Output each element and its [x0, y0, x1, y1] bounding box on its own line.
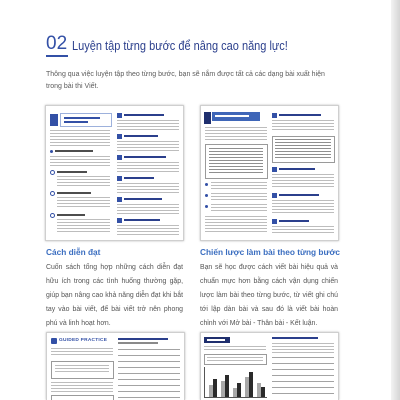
chart-bar: [261, 387, 265, 397]
text-block: [209, 148, 263, 175]
column-heading-line: [118, 338, 168, 340]
item-marker-icon: [117, 197, 122, 202]
feature-heading-expressions: Cách diễn đạt: [46, 247, 101, 257]
subheading-line: [55, 150, 93, 152]
step-heading-line: [279, 168, 315, 170]
section-number: 02: [46, 33, 68, 57]
number-icon: [50, 191, 55, 196]
unit-title-box: [60, 113, 112, 127]
text-block: [272, 343, 334, 353]
bullet-icon: [205, 194, 208, 197]
text-block: [117, 204, 179, 214]
writing-lines: [118, 349, 180, 400]
text-block: [117, 183, 179, 193]
item-marker-icon: [117, 155, 122, 160]
column-heading-line: [272, 337, 318, 339]
text-line: [215, 115, 249, 117]
text-block: [205, 127, 267, 140]
item-heading-line: [124, 135, 158, 137]
item-heading-line: [124, 156, 166, 158]
chapter-tab: [204, 112, 211, 124]
page-preview-guided-practice: [46, 332, 185, 400]
text-block: [272, 200, 334, 215]
item-marker-icon: [117, 113, 122, 118]
text-block: [57, 197, 110, 209]
text-block: [207, 357, 263, 362]
bar-chart-figure: [204, 367, 267, 398]
text-line: [64, 121, 88, 123]
step-heading-line: [279, 220, 309, 222]
intro-paragraph: Thông qua việc luyện tập theo từng bước, bạn sẽ nắm được tất cả các dạng bài xuất hiện trong bài thi Viết.: [46, 71, 325, 90]
chart-bar: [237, 383, 241, 397]
item-heading-line: [124, 114, 164, 116]
feature-heading-strategies: Chiến lược làm bài theo từng bước: [200, 247, 340, 257]
text-block: [117, 162, 179, 172]
page-preview-writing: [200, 332, 339, 400]
section-title: Luyện tập từng bước để nâng cao năng lực!: [72, 39, 288, 53]
sample-answer-box: [205, 144, 268, 179]
step-marker-icon: [272, 113, 277, 118]
text-block: [272, 120, 334, 132]
text-block: [211, 182, 267, 190]
text-block: [205, 216, 267, 232]
item-heading-line: [124, 198, 162, 200]
text-block: [117, 141, 179, 151]
item-heading-line: [124, 219, 160, 221]
step-heading-line: [279, 194, 319, 196]
exercise-box: [51, 361, 114, 379]
step-heading-line: [279, 114, 321, 116]
writing-lines: [272, 357, 334, 399]
text-block: [50, 156, 110, 166]
text-block: [50, 130, 110, 146]
text-block: [272, 226, 334, 235]
text-block: [51, 382, 113, 392]
number-icon: [50, 213, 55, 218]
exercise-box: [51, 395, 114, 400]
outline-table: [272, 136, 335, 163]
page-preview-strategies: [200, 105, 339, 241]
chapter-tab: [50, 114, 58, 126]
number-icon: [50, 170, 55, 175]
item-marker-icon: [117, 176, 122, 181]
step-marker-icon: [272, 193, 277, 198]
subheading-line: [57, 171, 87, 173]
chart-bar: [249, 372, 253, 397]
text-block: [57, 219, 110, 232]
step-marker-icon: [272, 167, 277, 172]
text-block: [204, 346, 266, 352]
feature-body-strategies: Bạn sẽ học được cách viết bài hiệu quả và chuẩn mực hơn bằng cách vận dụng chiến lược làm bài theo từng bước, từ viết ghi chú tới lập dàn bài và sau đó là viết bài hoàn chỉnh với Mở bài - Thân bài - Kết luận.: [200, 264, 338, 327]
bullet-icon: [205, 183, 208, 186]
item-heading-line: [124, 177, 154, 179]
text-line: [207, 339, 225, 341]
bullet-icon: [205, 205, 208, 208]
prompt-box: [204, 354, 267, 365]
text-block: [55, 365, 109, 374]
guided-practice-label: GUIDED PRACTICE: [59, 337, 108, 343]
section-header-bar: [204, 337, 230, 343]
item-marker-icon: [117, 134, 122, 139]
text-block: [117, 225, 179, 235]
chart-bar: [225, 375, 229, 397]
bullet-icon: [50, 150, 53, 153]
text-block: [272, 174, 334, 189]
page-edge-shadow: [391, 0, 400, 400]
item-marker-icon: [117, 218, 122, 223]
section-header-bar: [212, 112, 260, 121]
chart-bar: [213, 379, 217, 397]
text-line: [64, 117, 100, 119]
page-preview-expressions: [45, 105, 184, 241]
subheading-line: [57, 214, 85, 216]
text-block: [57, 176, 110, 186]
text-line: [118, 342, 158, 344]
subheading-line: [57, 192, 91, 194]
practice-icon: [51, 338, 57, 344]
text-block: [211, 193, 267, 201]
feature-body-expressions: Cuốn sách tổng hợp những cách diễn đạt hữu ích trong các tình huống thường gặp, giúp bạn nâng cao khả năng diễn đạt khi bắt tay vào bài viết, để bài viết trở nên phong phú và linh hoạt hơn.: [46, 264, 183, 327]
text-block: [275, 139, 331, 159]
text-block: [117, 120, 179, 130]
text-block: [211, 204, 267, 212]
text-block: [51, 348, 113, 357]
step-marker-icon: [272, 219, 277, 224]
